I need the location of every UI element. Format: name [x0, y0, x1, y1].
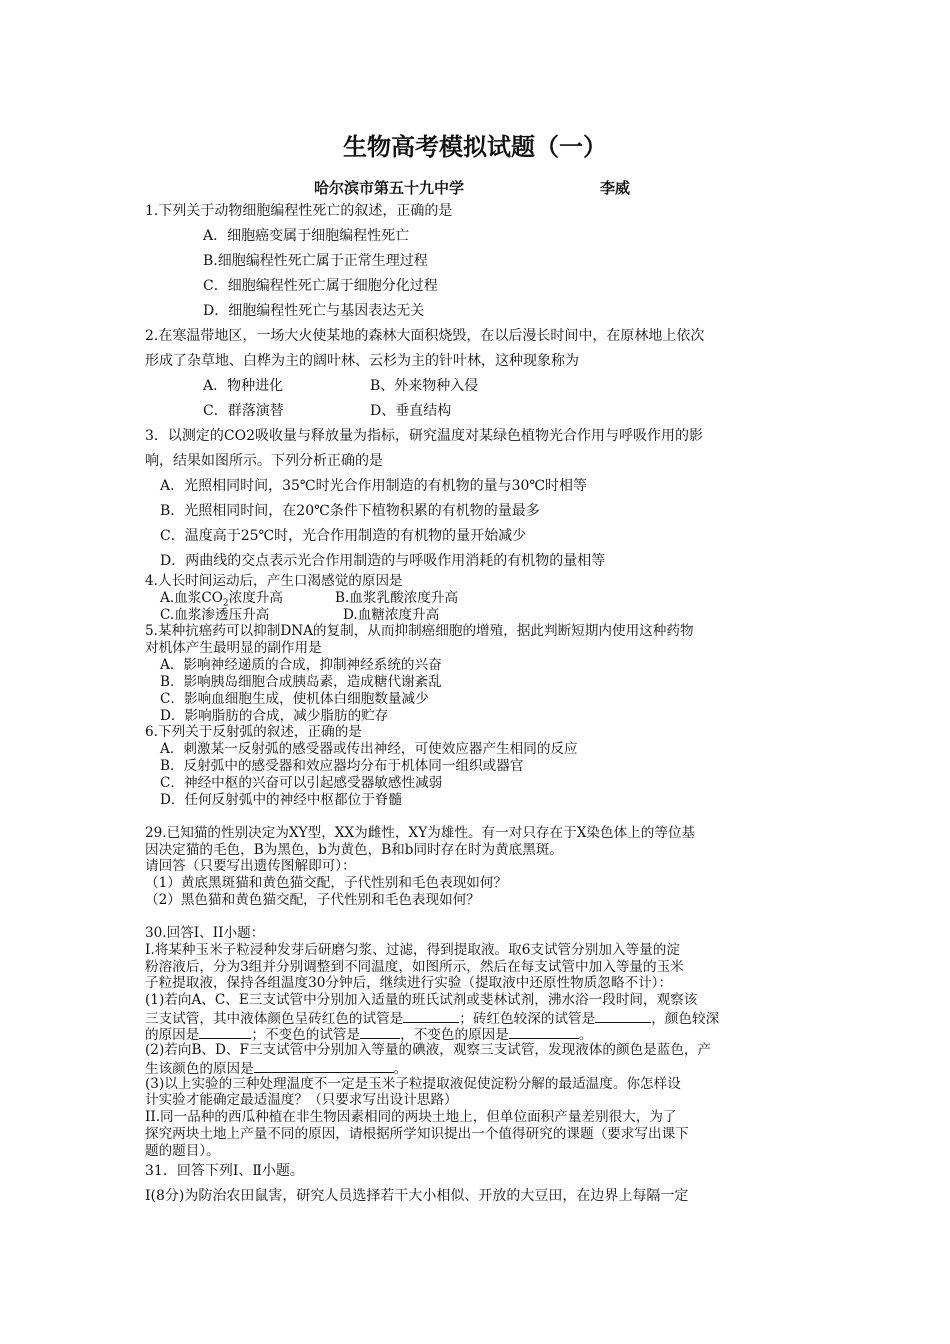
q3-option-d: D．两曲线的交点表示光合作用制造的与呼吸作用消耗的有机物的量相等 — [160, 553, 606, 569]
q1-option-b: B.细胞编程性死亡属于正常生理过程 — [203, 253, 428, 269]
q3-option-c: C．温度高于25℃时，光合作用制造的有机物的量开始减少 — [160, 528, 527, 544]
q30-part1-line: 的原因是 ；不变色的试管是 ，不变色的原因是 。 — [145, 1027, 593, 1043]
q4-stem: 4.人长时间运动后，产生口渴感觉的原因是 — [145, 573, 403, 589]
q2-option-b: B、外来物种入侵 — [370, 378, 479, 394]
q5-option-d: D．影响脂肪的合成，减少脂肪的贮存 — [160, 708, 389, 724]
q3-option-b: B．光照相同时间，在20℃条件下植物积累的有机物的量最多 — [160, 503, 540, 519]
q4-option-c: C.血浆渗透压升高 — [160, 607, 270, 623]
q30-part1-line: 三支试管，其中液体颜色呈砖红色的试管是 ；砖红色较深的试管是 ，颜色较深 — [145, 1011, 720, 1027]
q2-option-d: D、垂直结构 — [370, 403, 452, 419]
q5-stem-line: 对机体产生最明显的副作用是 — [145, 640, 322, 656]
q5-option-c: C．影响血细胞生成，使机体白细胞数量减少 — [160, 691, 429, 707]
q29-line: （1）黄底黑斑猫和黄色猫交配，子代性别和毛色表现如何？ — [145, 875, 508, 891]
q2-stem-line: 2.在寒温带地区，一场大火使某地的森林大面积烧毁，在以后漫长时间中，在原林地上依次 — [145, 328, 705, 344]
q3-option-a: A．光照相同时间，35℃时光合作用制造的有机物的量与30℃时相等 — [160, 478, 588, 494]
q4-option-d: D.血糖浓度升高 — [343, 607, 440, 623]
q1-option-a: A．细胞癌变属于细胞编程性死亡 — [203, 228, 410, 244]
q6-option-b: B．反射弧中的感受器和效应器均分布于机体同一组织或器官 — [160, 758, 524, 774]
q6-option-a: A．刺激某一反射弧的感受器或传出神经，可使效应器产生相同的反应 — [160, 741, 578, 757]
q30-ii-line: 题的题目）。 — [145, 1143, 220, 1159]
q4-option-a: A.血浆$CO_2$浓度升高 — [160, 590, 283, 609]
q3-stem-line: 响，结果如图所示。下列分析正确的是 — [145, 453, 383, 469]
q30-part3-line: 计实验才能确定最适温度？（只要求写出设计思路） — [145, 1092, 458, 1108]
q31-stem: 31．回答下列Ⅰ、Ⅱ小题。 — [145, 1163, 304, 1179]
q3-stem-line: 3．以测定的CO2吸收量与释放量为指标，研究温度对某绿色植物光合作用与呼吸作用的影 — [145, 428, 704, 444]
page-title: 生物高考模拟试题（一） — [343, 133, 607, 161]
q30-part2-line: 生该颜色的原因是 。 — [145, 1061, 408, 1077]
school-name: 哈尔滨市第五十九中学 — [314, 179, 465, 197]
author-name: 李威 — [600, 179, 631, 197]
q30-line: I.将某种玉米子粒浸种发芽后研磨匀浆、过滤，得到提取液。取6支试管分别加入等量的淀 — [145, 942, 680, 958]
q2-option-a: A．物种进化 — [203, 378, 284, 394]
q29-line: 因决定猫的毛色，B为黑色，b为黄色，B和b同时存在时为黄底黑斑。 — [145, 842, 564, 858]
q29-line: 请回答（只要写出遗传图解即可）： — [145, 858, 356, 874]
q29-line: 29.已知猫的性别决定为XY型，XX为雌性，XY为雄性。有一对只存在于X染色体上的等位基 — [145, 825, 696, 841]
q4-option-b: B.血浆乳酸浓度升高 — [335, 590, 459, 606]
q31-line: Ⅰ(8分)为防治农田鼠害，研究人员选择若干大小相似、开放的大豆田，在边界上每隔一定 — [145, 1188, 689, 1204]
q30-part2-line: (2)若向B、D、F三支试管中分别加入等量的碘液，观察三支试管，发现液体的颜色是蓝色，产 — [145, 1042, 712, 1058]
q5-option-a: A．影响神经递质的合成，抑制神经系统的兴奋 — [160, 657, 442, 673]
q30-part3-line: (3)以上实验的三种处理温度不一定是玉米子粒提取液促使淀粉分解的最适温度。你怎样设 — [145, 1076, 681, 1092]
q29-line: （2）黑色猫和黄色猫交配，子代性别和毛色表现如何？ — [145, 892, 480, 908]
q30-ii-line: 探究两块土地上产量不同的原因，请根据所学知识提出一个值得研究的课题（要求写出课下 — [145, 1126, 689, 1142]
q6-option-c: C．神经中枢的兴奋可以引起感受器敏感性减弱 — [160, 775, 443, 791]
q30-line: 30.回答I、II小题： — [145, 925, 265, 941]
q30-ii-line: II.同一品种的西瓜种植在非生物因素相同的两块土地上，但单位面积产量差别很大，为了 — [145, 1109, 677, 1125]
q2-stem-line: 形成了杂草地、白桦为主的阔叶林、云杉为主的针叶林，这种现象称为 — [145, 353, 579, 369]
q30-part1-line: (1)若向A、C、E三支试管中分别加入适量的班氏试剂或斐林试剂，沸水浴一段时间，观察该 — [145, 992, 698, 1008]
q6-stem: 6.下列关于反射弧的叙述，正确的是 — [145, 724, 362, 740]
q5-stem-line: 5.某种抗癌药可以抑制DNA的复制，从而抑制癌细胞的增殖，据此判断短期内使用这种药物 — [145, 623, 694, 639]
q30-line: 子粒提取液，保持各组温度30分钟后，继续进行实验（提取液中还原性物质忽略不计）： — [145, 975, 673, 991]
q1-stem: 1.下列关于动物细胞编程性死亡的叙述，正确的是 — [145, 203, 453, 219]
q5-option-b: B．影响胰岛细胞合成胰岛素，造成糖代谢紊乱 — [160, 674, 442, 690]
q2-option-c: C．群落演替 — [203, 403, 284, 419]
q6-option-d: D．任何反射弧中的神经中枢都位于脊髓 — [160, 792, 402, 808]
q1-option-d: D．细胞编程性死亡与基因表达无关 — [203, 303, 425, 319]
q1-option-c: C．细胞编程性死亡属于细胞分化过程 — [203, 278, 438, 294]
q30-line: 粉溶液后，分为3组并分别调整到不同温度，如图所示，然后在每支试管中加入等量的玉米 — [145, 959, 684, 975]
